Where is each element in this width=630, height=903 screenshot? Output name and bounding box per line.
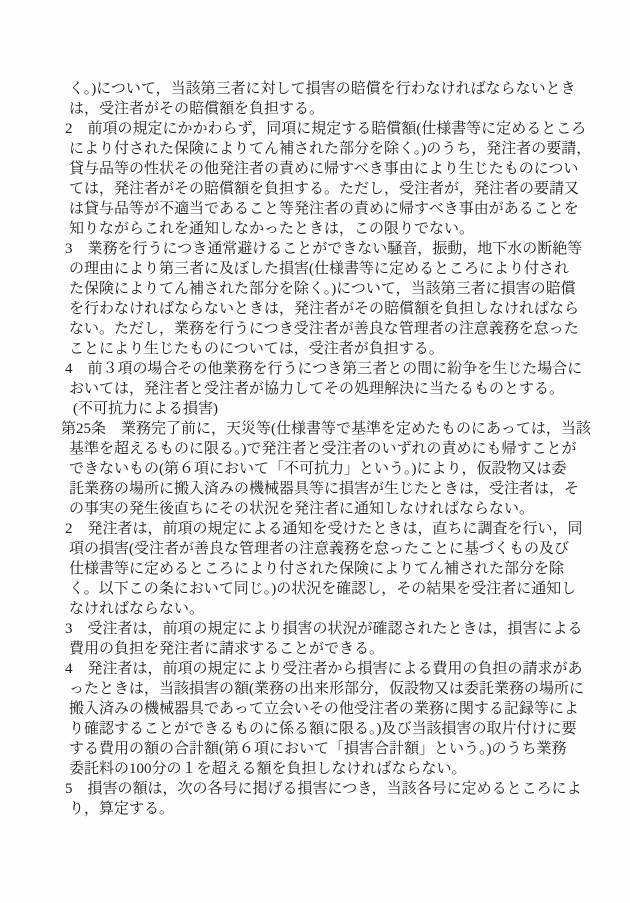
text-line: ない。ただし，業務を行うにつき受注者が善良な管理者の注意義務を怠った xyxy=(69,321,579,337)
text-line: できないもの(第６項において「不可抗力」という。)により，仮設物又は委 xyxy=(69,461,567,477)
text-line: 費用の負担を発注者に請求することができる。 xyxy=(69,641,385,657)
text-line: の理由により第三者に及ぼした損害(仕様書等に定めるところにより付され xyxy=(69,261,569,277)
text-line: 知りながらこれを通知しなかったときは，この限りでない。 xyxy=(69,221,475,237)
text-line: り確認することができるものに係る額に限る。)及び当該損害の取片付けに要 xyxy=(69,721,577,737)
text-line: 3 業務を行うにつき通常避けることができない騒音，振動，地下水の断絶等 xyxy=(65,241,583,257)
text-line: く。以下この条において同じ。)の状況を確認し，その結果を受注者に通知し xyxy=(69,581,577,597)
text-line: は貸与品等が不適当であること等発注者の責めに帰すべき事由があることを xyxy=(69,201,579,217)
text-line: ことにより生じたものについては，受注者が負担する。 xyxy=(69,341,444,357)
text-line: り，算定する。 xyxy=(69,801,175,817)
text-line: を行わなければならないときは，発注者がその賠償額を負担しなければなら xyxy=(69,301,580,317)
text-line: なければならない。 xyxy=(69,601,205,617)
text-line: 項の損害(受注者が善良な管理者の注意義務を怠ったことに基づくもの及び xyxy=(69,541,569,557)
text-line: 2 発注者は，前項の規定による通知を受けたときは，直ちに調査を行い，同 xyxy=(65,521,583,537)
text-line: (不可抗力による損害) xyxy=(73,401,218,417)
text-line: 貸与品等の性状その他発注者の責めに帰すべき事由により生じたものについ xyxy=(69,161,579,177)
document-lines xyxy=(0,79,630,819)
text-line: 託業務の場所に搬入済みの機械器具等に損害が生じたときは，受注者は，そ xyxy=(69,481,580,497)
text-line: の事実の発生後直ちにその状況を発注者に通知しなければならない。 xyxy=(69,501,535,517)
text-line: 2 前項の規定にかかわらず，同項に規定する賠償額(仕様書等に定めるところ xyxy=(65,121,587,137)
text-line: 搬入済みの機械器具であって立会いその他受注者の業務に関する記録等によ xyxy=(69,701,579,717)
text-line: おいては，発注者と受注者が協力してその処理解決に当たるものとする。 xyxy=(69,381,565,397)
text-line: 3 受注者は，前項の規定により損害の状況が確認されたときは，損害による xyxy=(65,621,583,637)
text-line: 4 前３項の場合その他業務を行うにつき第三者との間に紛争を生じた場合に xyxy=(65,361,583,377)
text-line: 4 発注者は，前項の規定により受注者から損害による費用の負担の請求があ xyxy=(65,661,583,677)
text-line: 第25条 業務完了前に，天災等(仕様書等で基準を定めたものにあっては，当該 xyxy=(61,421,591,437)
text-line: は，受注者がその賠償額を負担する。 xyxy=(69,101,325,117)
text-line: 基準を超えるものに限る。)で発注者と受注者のいずれの責めにも帰すことが xyxy=(69,441,577,457)
text-line: 5 損害の額は，次の各号に掲げる損害につき，当該各号に定めるところによ xyxy=(65,781,582,797)
text-line: 委託料の100分の１を超える額を負担しなければならない。 xyxy=(69,761,467,777)
text-line: ったときは，当該損害の額(業務の出来形部分，仮設物又は委託業務の場所に xyxy=(69,681,584,697)
text-line: く。)について，当該第三者に対して損害の賠償を行わなければならないとき xyxy=(69,81,576,97)
text-line: する費用の額の合計額(第６項において「損害合計額」という。)のうち業務 xyxy=(69,741,567,757)
text-line: により付された保険によりてん補された部分を除く。)のうち，発注者の要請， xyxy=(69,141,592,157)
text-line: た保険によりてん補された部分を除く。)について，当該第三者に損害の賠償 xyxy=(69,281,576,297)
text-line: 仕様書等に定めるところにより付された保険によりてん補された部分を除 xyxy=(69,561,565,577)
text-line: ては，発注者がその賠償額を負担する。ただし，受注者が，発注者の要請又 xyxy=(69,181,580,197)
